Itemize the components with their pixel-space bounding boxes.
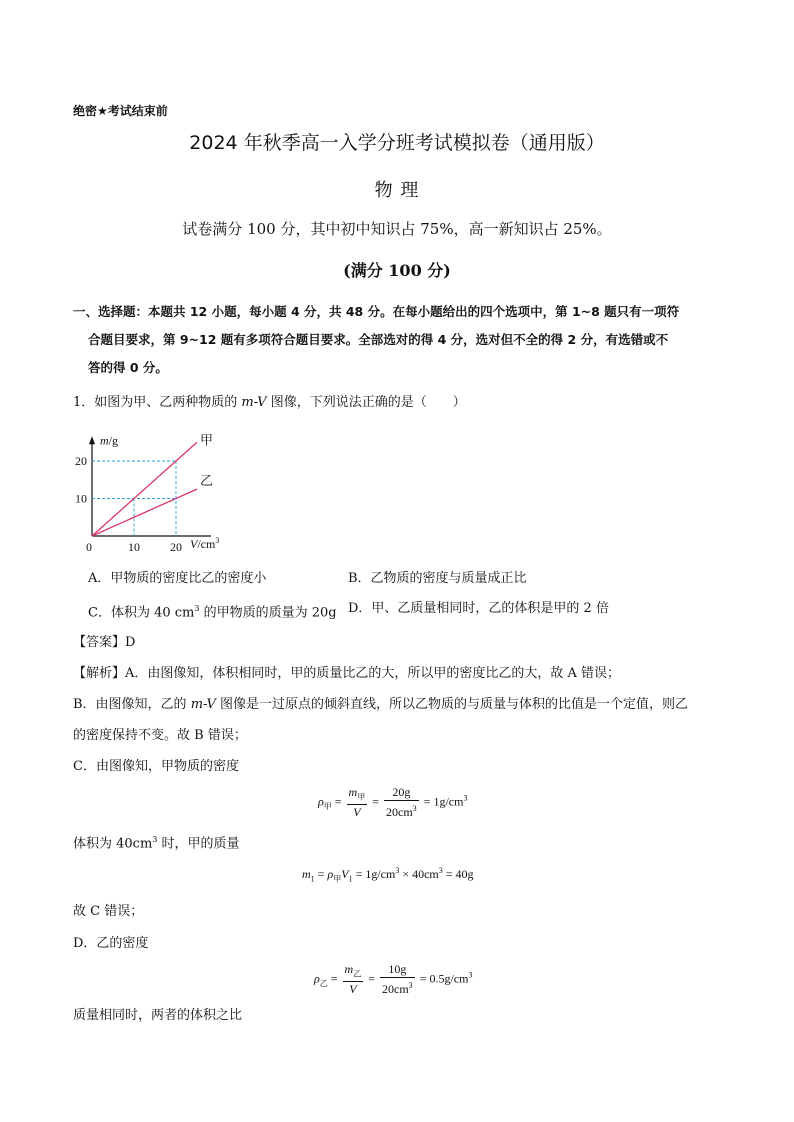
answer-label: 【答案】D [73, 635, 136, 650]
eq2-rho-sub: 甲 [333, 874, 342, 884]
equation-mass-jia: $m_1 = \rho_甲V_1 = 1g/cm^3 \times 40cm^3 = 40g$ [302, 866, 474, 884]
analysis-b1-text-end: 图像是一过原点的倾斜直线，所以乙物质的与质量与体积的比值是一个定值，则乙 [215, 697, 688, 712]
analysis-b2: 的密度保持不变。故 B 错误； [73, 728, 247, 743]
stem-text: 1．如图为甲、乙两种物质的 [73, 395, 242, 410]
eq1-rho: ρ [318, 794, 324, 809]
option-d: D．甲、乙质量相同时，乙的体积是甲的 2 倍 [348, 601, 609, 616]
option-a: A．甲物质的密度比乙的密度小 [88, 571, 267, 586]
y-axis-arrow [89, 436, 95, 444]
eq1-frac-values [384, 785, 419, 820]
page-title: 2024 年秋季高一入学分班考试模拟卷（通用版） [189, 132, 605, 154]
question-1-stem [73, 393, 466, 413]
eq1-m: m [348, 785, 358, 799]
x-tick-label-20: 20 [170, 540, 182, 554]
analysis-b1 [73, 695, 688, 715]
option-c-text: C．体积为 40 cm [88, 605, 195, 621]
option-c-sup: 3 [194, 604, 200, 613]
series-line-2 [92, 489, 197, 536]
x-axis-label-v: V [190, 537, 198, 551]
subject-title: 物 理 [374, 180, 420, 201]
analysis-c2 [73, 830, 240, 854]
eq1-result-sup: 3 [463, 793, 468, 803]
y-axis-label [100, 433, 118, 447]
mv-chart [60, 420, 260, 560]
eq3-result: = 0.5g/cm [419, 971, 469, 986]
eq2-times-sup: 3 [438, 866, 443, 875]
y-tick-label-20: 20 [75, 454, 87, 468]
eq2-result: = 40g [445, 867, 474, 881]
eq1-num: 20g [384, 785, 419, 801]
origin-label: 0 [86, 540, 92, 554]
eq1-m-sub: 甲 [357, 792, 366, 802]
confidential-mark: 绝密★考试结束前 [73, 104, 168, 118]
eq1-result: = 1g/cm [423, 794, 464, 809]
series-label-2: 乙 [200, 474, 214, 490]
eq1-rho-sub: 甲 [323, 801, 332, 811]
analysis-c2-sup: 3 [152, 835, 158, 844]
y-tick-label-10: 10 [75, 491, 87, 506]
equation-rho-yi: $\rho_乙$ = $\frac{m_乙}{V}$ = $\frac{10g}{20cm^3}$ = $0.5g/cm^3$ [314, 962, 473, 997]
option-b: B．乙物质的密度与质量成正比 [348, 571, 527, 586]
option-c [88, 599, 337, 623]
score-note: 试卷满分 100 分，其中初中知识占 75%，高一新知识占 25%。 [182, 220, 612, 238]
section1-line3: 答的得 0 分。 [88, 360, 168, 375]
stem-text-end: 图像，下列说法正确的是（ ） [266, 395, 466, 410]
eq3-den: 20cm [382, 982, 409, 997]
eq1-frac-mv [347, 785, 368, 820]
eq3-num: 10g [380, 962, 415, 978]
eq3-frac-values [380, 962, 415, 997]
x-axis-label-sup: 3 [215, 536, 220, 545]
eq3-rho-sub: 乙 [319, 978, 328, 988]
analysis-b1-text: B．由图像知，乙的 [73, 697, 191, 712]
eq3-m: m [344, 962, 354, 976]
analysis-c3: 故 C 错误； [73, 904, 144, 919]
eq2-m-sub: 1 [310, 874, 315, 884]
eq3-rho: ρ [314, 971, 320, 986]
eq2-rhs: = 1g/cm [355, 867, 396, 881]
option-c-text-end: 的甲物质的质量为 20g [199, 605, 337, 621]
section1-line1: 一、选择题：本题共 12 小题，每小题 4 分，共 48 分。在每小题给出的四个选项中，第 1~8 题只有一项符 [73, 304, 680, 319]
equation-rho-jia: $\rho_甲$ = $\frac{m_甲}{V}$ = $\frac{20g}{20cm^3}$ = $1g/cm^3$ [318, 785, 468, 820]
full-score: (满分 100 分) [343, 261, 451, 280]
analysis-c2-text-end: 时，甲的质量 [157, 836, 240, 852]
section1-line2: 合题目要求，第 9~12 题有多项符合题目要求。全部选对的得 4 分，选对但不全的得 2 分，有选错或不 [88, 332, 669, 347]
eq3-den-sup: 3 [408, 981, 413, 991]
analysis-c2-text: 体积为 40cm [73, 836, 153, 852]
stem-mv: m-V [241, 395, 267, 410]
eq2-rho: ρ [327, 867, 334, 881]
analysis-b1-mv: m-V [190, 697, 216, 712]
eq2-times: × 40cm [402, 867, 439, 881]
eq2-rhs-sup: 3 [395, 866, 400, 875]
eq1-den-sup: 3 [412, 804, 417, 814]
analysis-a: 【解析】A．由图像知，体积相同时，甲的质量比乙的大，所以甲的密度比乙的大，故 A 错误； [73, 666, 621, 681]
analysis-c1: C．由图像知，甲物质的密度 [73, 759, 239, 774]
y-axis-label-m: m [100, 433, 109, 448]
eq1-v: V [353, 805, 361, 820]
eq1-den: 20cm [386, 805, 413, 820]
x-tick-label-10: 10 [128, 540, 140, 554]
y-axis-label-unit: /g [108, 433, 119, 448]
eq2-v-sub: 1 [348, 874, 353, 884]
eq2-v: V [341, 867, 349, 881]
series-line-1 [92, 442, 197, 536]
eq3-frac-mv [343, 962, 364, 997]
analysis-d1: D．乙的密度 [73, 936, 149, 951]
eq3-v: V [349, 982, 357, 997]
eq3-result-sup: 3 [468, 970, 473, 980]
analysis-d2: 质量相同时，两者的体积之比 [73, 1008, 243, 1023]
series-label-1: 甲 [200, 433, 214, 449]
eq2-m: m [302, 867, 311, 881]
x-axis-label-unit: /cm [197, 537, 216, 551]
eq3-m-sub: 乙 [353, 969, 362, 979]
x-axis-label [190, 536, 219, 551]
